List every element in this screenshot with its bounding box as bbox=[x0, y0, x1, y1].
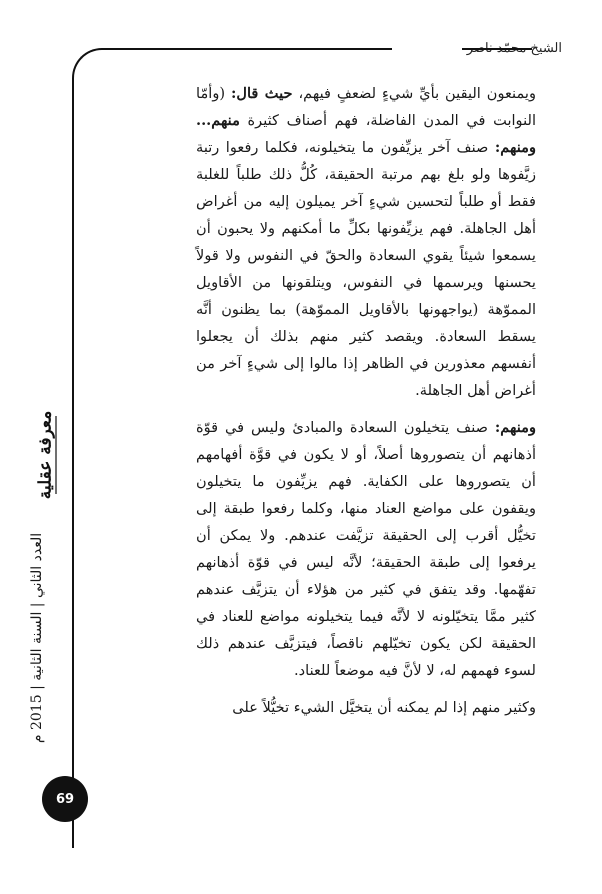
journal-logo-text: معرفة عقلية bbox=[35, 410, 56, 500]
p3-text: وكثير منهم إذا لم يمكنه أن يتخيَّل الشيء تخيُّلاً على bbox=[232, 699, 536, 716]
p1-before: ويمنعون اليقين بأيِّ شيءٍ لضعفٍ فيهم، bbox=[298, 85, 537, 102]
journal-logo-graphic bbox=[34, 408, 58, 503]
issue-info bbox=[22, 518, 52, 758]
frame-gap bbox=[392, 43, 462, 53]
paragraph-3 bbox=[196, 694, 536, 721]
page-number-badge: 69 bbox=[42, 776, 88, 822]
issue-info-text: العدد الثاني | السنة الثانية | 2015 م bbox=[29, 532, 46, 744]
p1-bold-said: حيث قال: bbox=[230, 85, 293, 102]
journal-logo bbox=[34, 408, 58, 503]
p2-text: صنف يتخيلون السعادة والمبادئ وليس في قوّة أذهانهم أن يتصوروها أصلاً، أو لا يكون في قوَّة أفهامهم أن يتصوروها على الكفاية. فهم يزيِّفون ما يتخيلون ويقفون على مواضع العناد منها، وكلما رفعوا طبقة إلى تخيُّل أقرب إلى الحقيقة تزيَّفت عندهم. ولا يمكن أن يرفعوا إلى طبقة الحقيقة؛ لأنَّه ليس في قوّة أذهانهم تفهّمها. وقد يتفق في كثير من هؤلاء أن يتزيَّف عندهم كثير ممَّا يتخيّلونه لا لأنَّه فيما يتخيلونه مواضع للعناد في الحقيقة لكن يكون تخيّلهم ناقصاً، فيتزيَّف عندهم ذلك لسوء فهمهم له، لا لأنَّ فيه موضعاً للعناد. bbox=[196, 419, 536, 679]
p1-after: صنف آخر يزيِّفون ما يتخيلونه، فكلما رفعوا رتبة زيَّفوها ولو بلغ بهم مرتبة الحقيقة، كُلُّ ذلك طلباً للغلبة فقط أو طلباً لتحسين شيءٍ آخر يميلون إليه من أغراض أهل الجاهلة. فهم يزيِّفونها بكلِّ ما أمكنهم ولا يحبون أن يسمعوا شيئاً يقوي السعادة والحقّ في النفوس ولا قولاً يحسنها ويرسمها في النفوس، ويتلقونها من الأقاويل المموّهة (يواجهونها بالأقاويل المموّهة) بما يظنون أنَّه يسقط السعادة. ويقصد كثير منهم بذلك أن يجعلوا أنفسهم معذورين في الظاهر إذا مالوا إلى شيءٍ آخر من أغراض أهل الجاهلة. bbox=[196, 139, 536, 399]
p1-bold-among-them: منهم... ومنهم: bbox=[196, 112, 537, 156]
p2-bold-among-them: ومنهم: bbox=[494, 419, 536, 436]
paragraph-1 bbox=[196, 80, 536, 404]
running-header-author: الشيخ محمّد ناصر bbox=[466, 41, 562, 56]
p1-mid: (وأمّا النوابت في المدن الفاضلة، فهم أصناف كثيرة bbox=[196, 85, 536, 129]
paragraph-2 bbox=[196, 414, 536, 684]
article-body bbox=[196, 80, 536, 731]
